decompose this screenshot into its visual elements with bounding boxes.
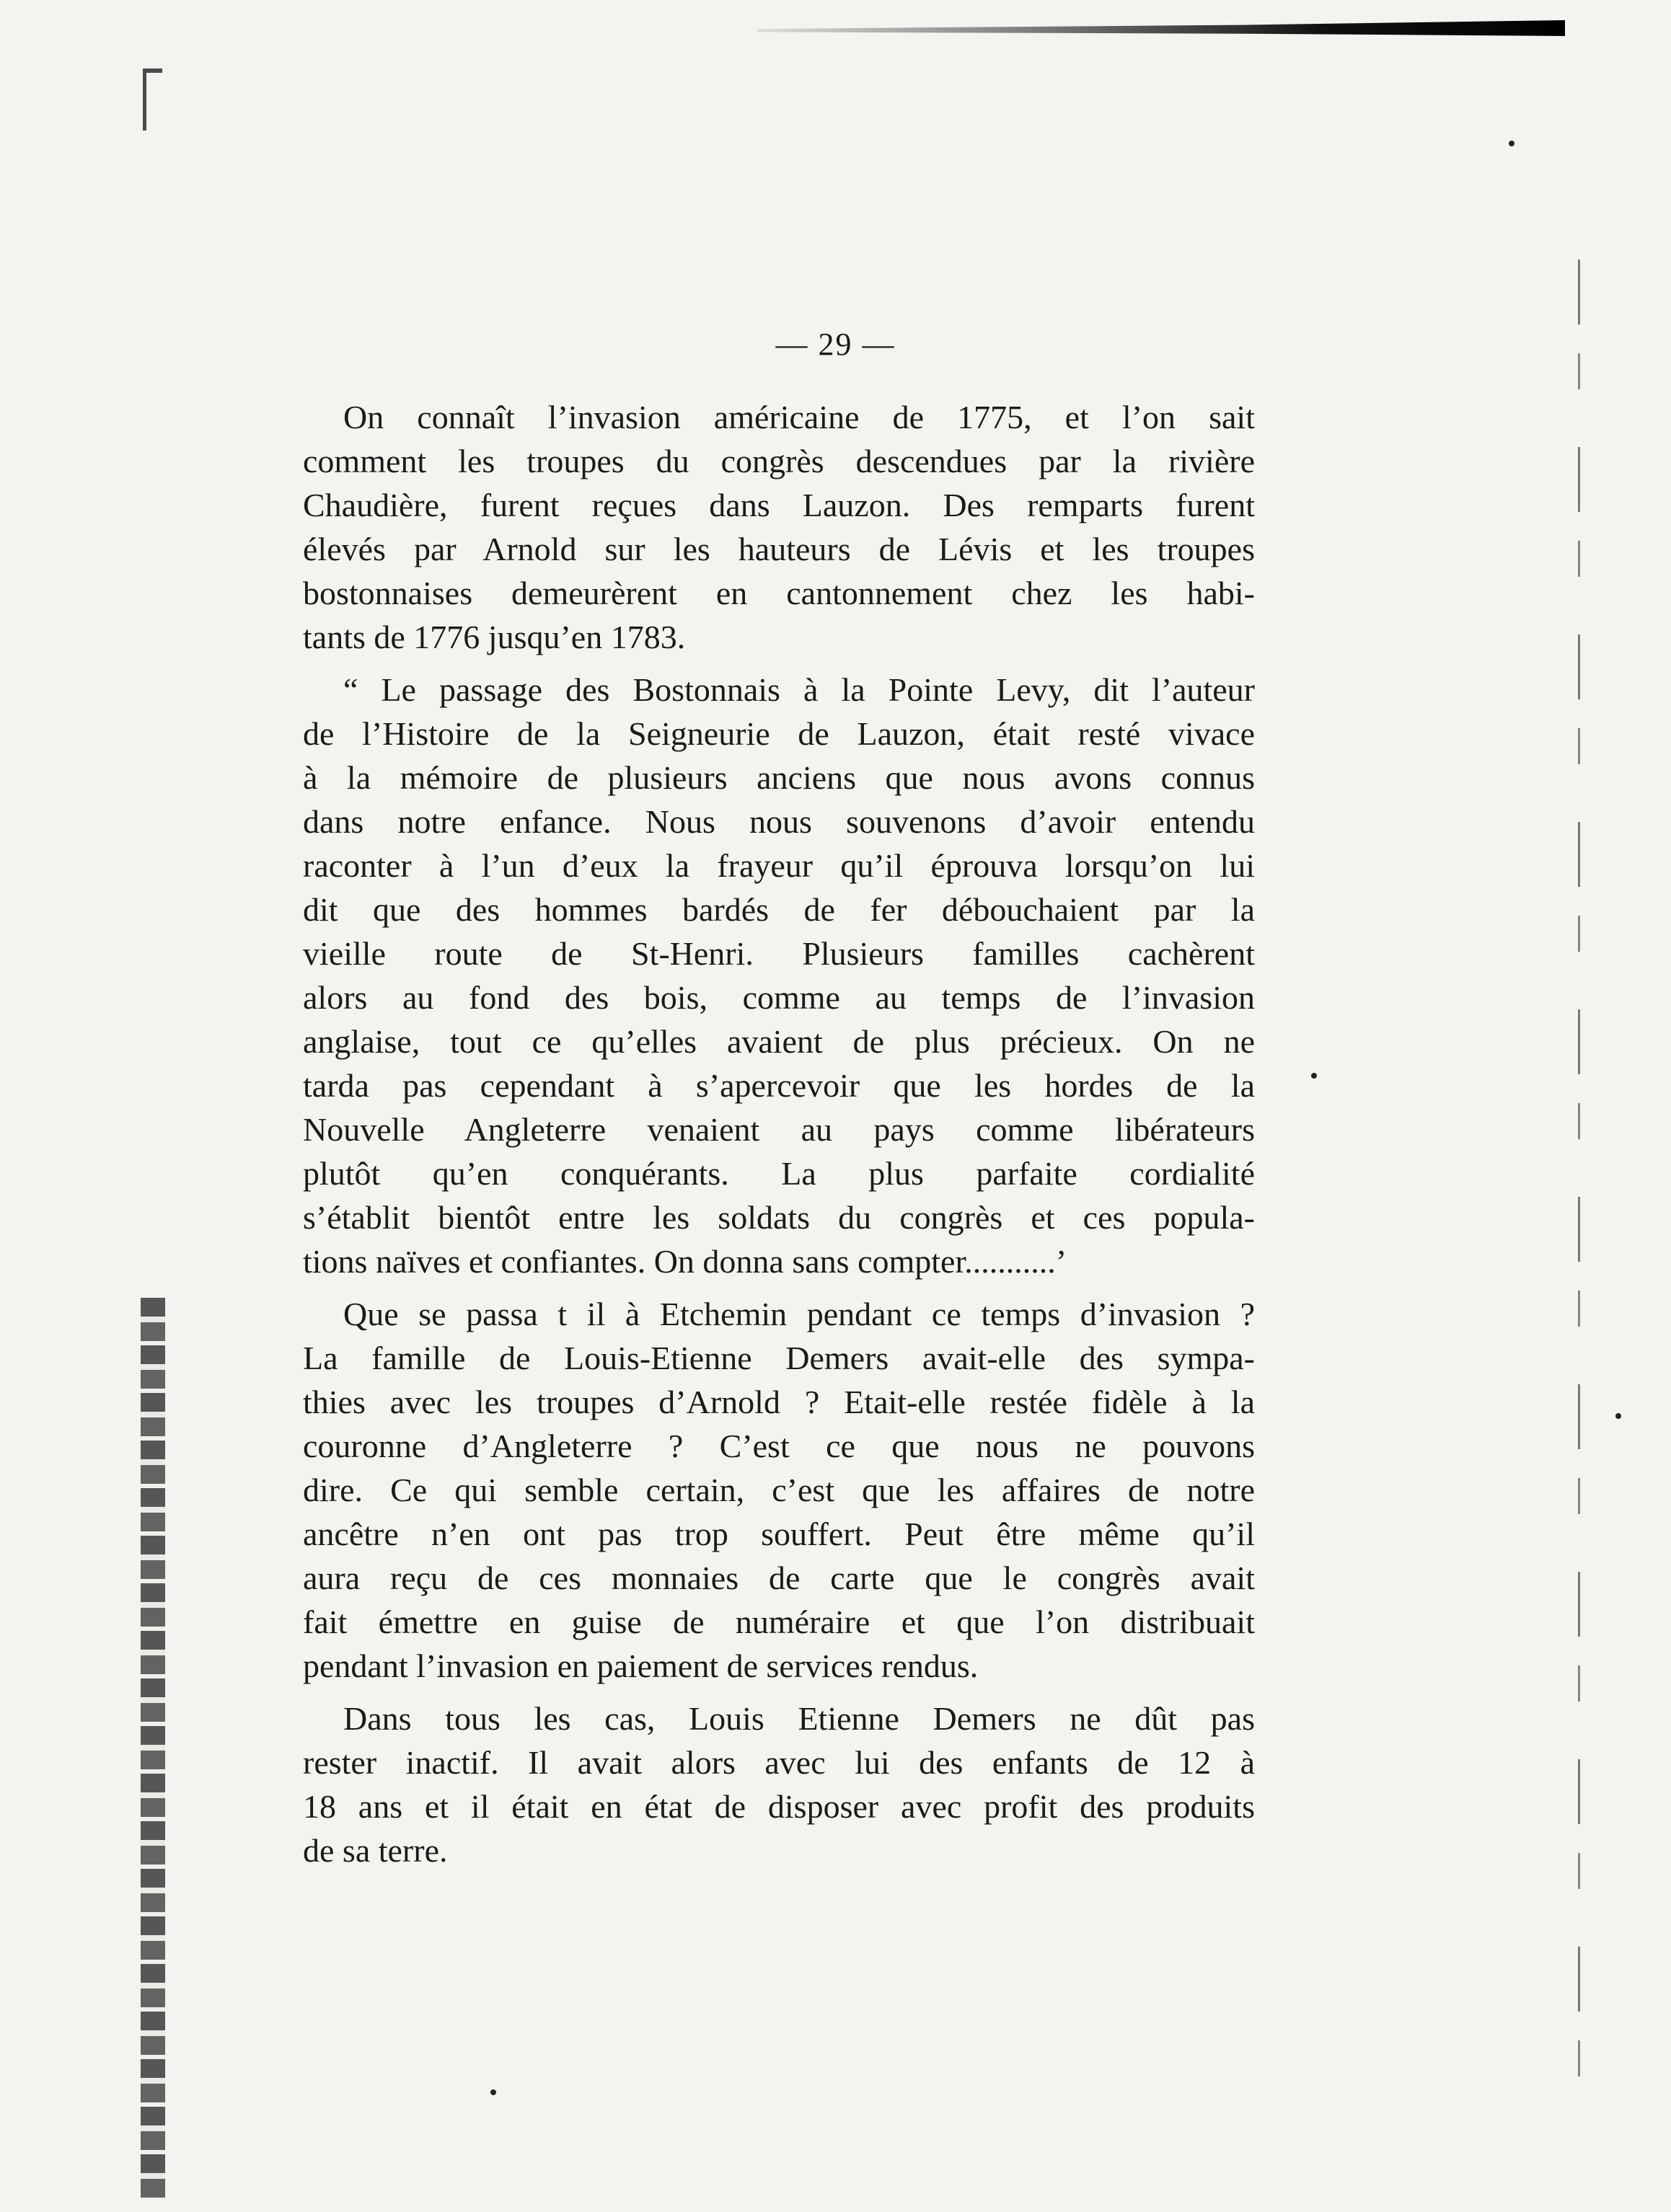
text-line: “ Le passage des Bostonnais à la Pointe Levy, dit l’auteur xyxy=(343,671,1255,708)
text-line: alors au fond des bois, comme au temps de l’invasion xyxy=(303,979,1255,1016)
text-line: fait émettre en guise de numéraire et que l’on distribuait xyxy=(303,1603,1255,1640)
text-line: anglaise, tout ce qu’elles avaient de plus précieux. On ne xyxy=(303,1023,1255,1060)
text-line: comment les troupes du congrès descendues par la rivière xyxy=(303,443,1255,479)
text-line: dit que des hommes bardés de fer débouchaient par la xyxy=(303,891,1255,928)
text-line: Dans tous les cas, Louis Etienne Demers ne dût pas xyxy=(343,1700,1255,1737)
top-edge-rule xyxy=(757,20,1565,36)
page-number: — 29 — xyxy=(775,327,896,362)
speck-mark xyxy=(490,2089,496,2095)
binding-mark xyxy=(143,68,162,130)
text-line: dans notre enfance. Nous nous souvenons d’avoir entendu xyxy=(303,803,1255,840)
text-line: tarda pas cependant à s’apercevoir que les hordes de la xyxy=(303,1067,1255,1104)
text-line: La famille de Louis-Etienne Demers avait-elle des sympa- xyxy=(303,1340,1255,1376)
text-line: plutôt qu’en conquérants. La plus parfaite cordialité xyxy=(303,1155,1255,1192)
paragraph xyxy=(303,1292,1255,1688)
text-line: thies avec les troupes d’Arnold ? Etait-elle restée fidèle à la xyxy=(303,1384,1255,1420)
text-line: aura reçu de ces monnaies de carte que le congrès avait xyxy=(303,1560,1255,1596)
text-line: tions naïves et confiantes. On donna sans compter...........’ xyxy=(303,1243,1067,1280)
text-line: Que se passa t il à Etchemin pendant ce temps d’invasion ? xyxy=(343,1296,1255,1332)
text-line: Nouvelle Angleterre venaient au pays comme libérateurs xyxy=(303,1111,1255,1148)
text-line: bostonnaises demeurèrent en cantonnement chez les habi- xyxy=(303,575,1255,611)
speck-mark xyxy=(1615,1413,1621,1419)
text-line: On connaît l’invasion américaine de 1775, et l’on sait xyxy=(343,399,1255,435)
speck-mark xyxy=(1311,1073,1317,1079)
text-line: de l’Histoire de la Seigneurie de Lauzon, était resté vivace xyxy=(303,715,1255,752)
paragraph xyxy=(303,668,1255,1283)
right-margin-rule xyxy=(1578,260,1580,2120)
text-line: rester inactif. Il avait alors avec lui des enfants de 12 à xyxy=(303,1744,1255,1781)
body-text xyxy=(303,395,1255,1881)
speck-mark xyxy=(1509,141,1515,146)
paragraph xyxy=(303,395,1255,659)
paragraph xyxy=(303,1696,1255,1872)
text-line: élevés par Arnold sur les hauteurs de Lévis et les troupes xyxy=(303,531,1255,567)
binding-edge xyxy=(141,1298,165,2199)
text-line: dire. Ce qui semble certain, c’est que les affaires de notre xyxy=(303,1472,1255,1508)
text-line: de sa terre. xyxy=(303,1832,448,1869)
text-line: à la mémoire de plusieurs anciens que nous avons connus xyxy=(303,759,1255,796)
text-line: s’établit bientôt entre les soldats du congrès et ces popula- xyxy=(303,1199,1255,1236)
text-line: 18 ans et il était en état de disposer avec profit des produits xyxy=(303,1788,1255,1825)
text-line: ancêtre n’en ont pas trop souffert. Peut être même qu’il xyxy=(303,1516,1255,1552)
text-line: couronne d’Angleterre ? C’est ce que nous ne pouvons xyxy=(303,1428,1255,1464)
text-line: tants de 1776 jusqu’en 1783. xyxy=(303,619,686,655)
text-line: raconter à l’un d’eux la frayeur qu’il éprouva lorsqu’on lui xyxy=(303,847,1255,884)
text-line: vieille route de St-Henri. Plusieurs familles cachèrent xyxy=(303,935,1255,972)
text-line: pendant l’invasion en paiement de services rendus. xyxy=(303,1647,979,1684)
text-line: Chaudière, furent reçues dans Lauzon. Des remparts furent xyxy=(303,487,1255,523)
